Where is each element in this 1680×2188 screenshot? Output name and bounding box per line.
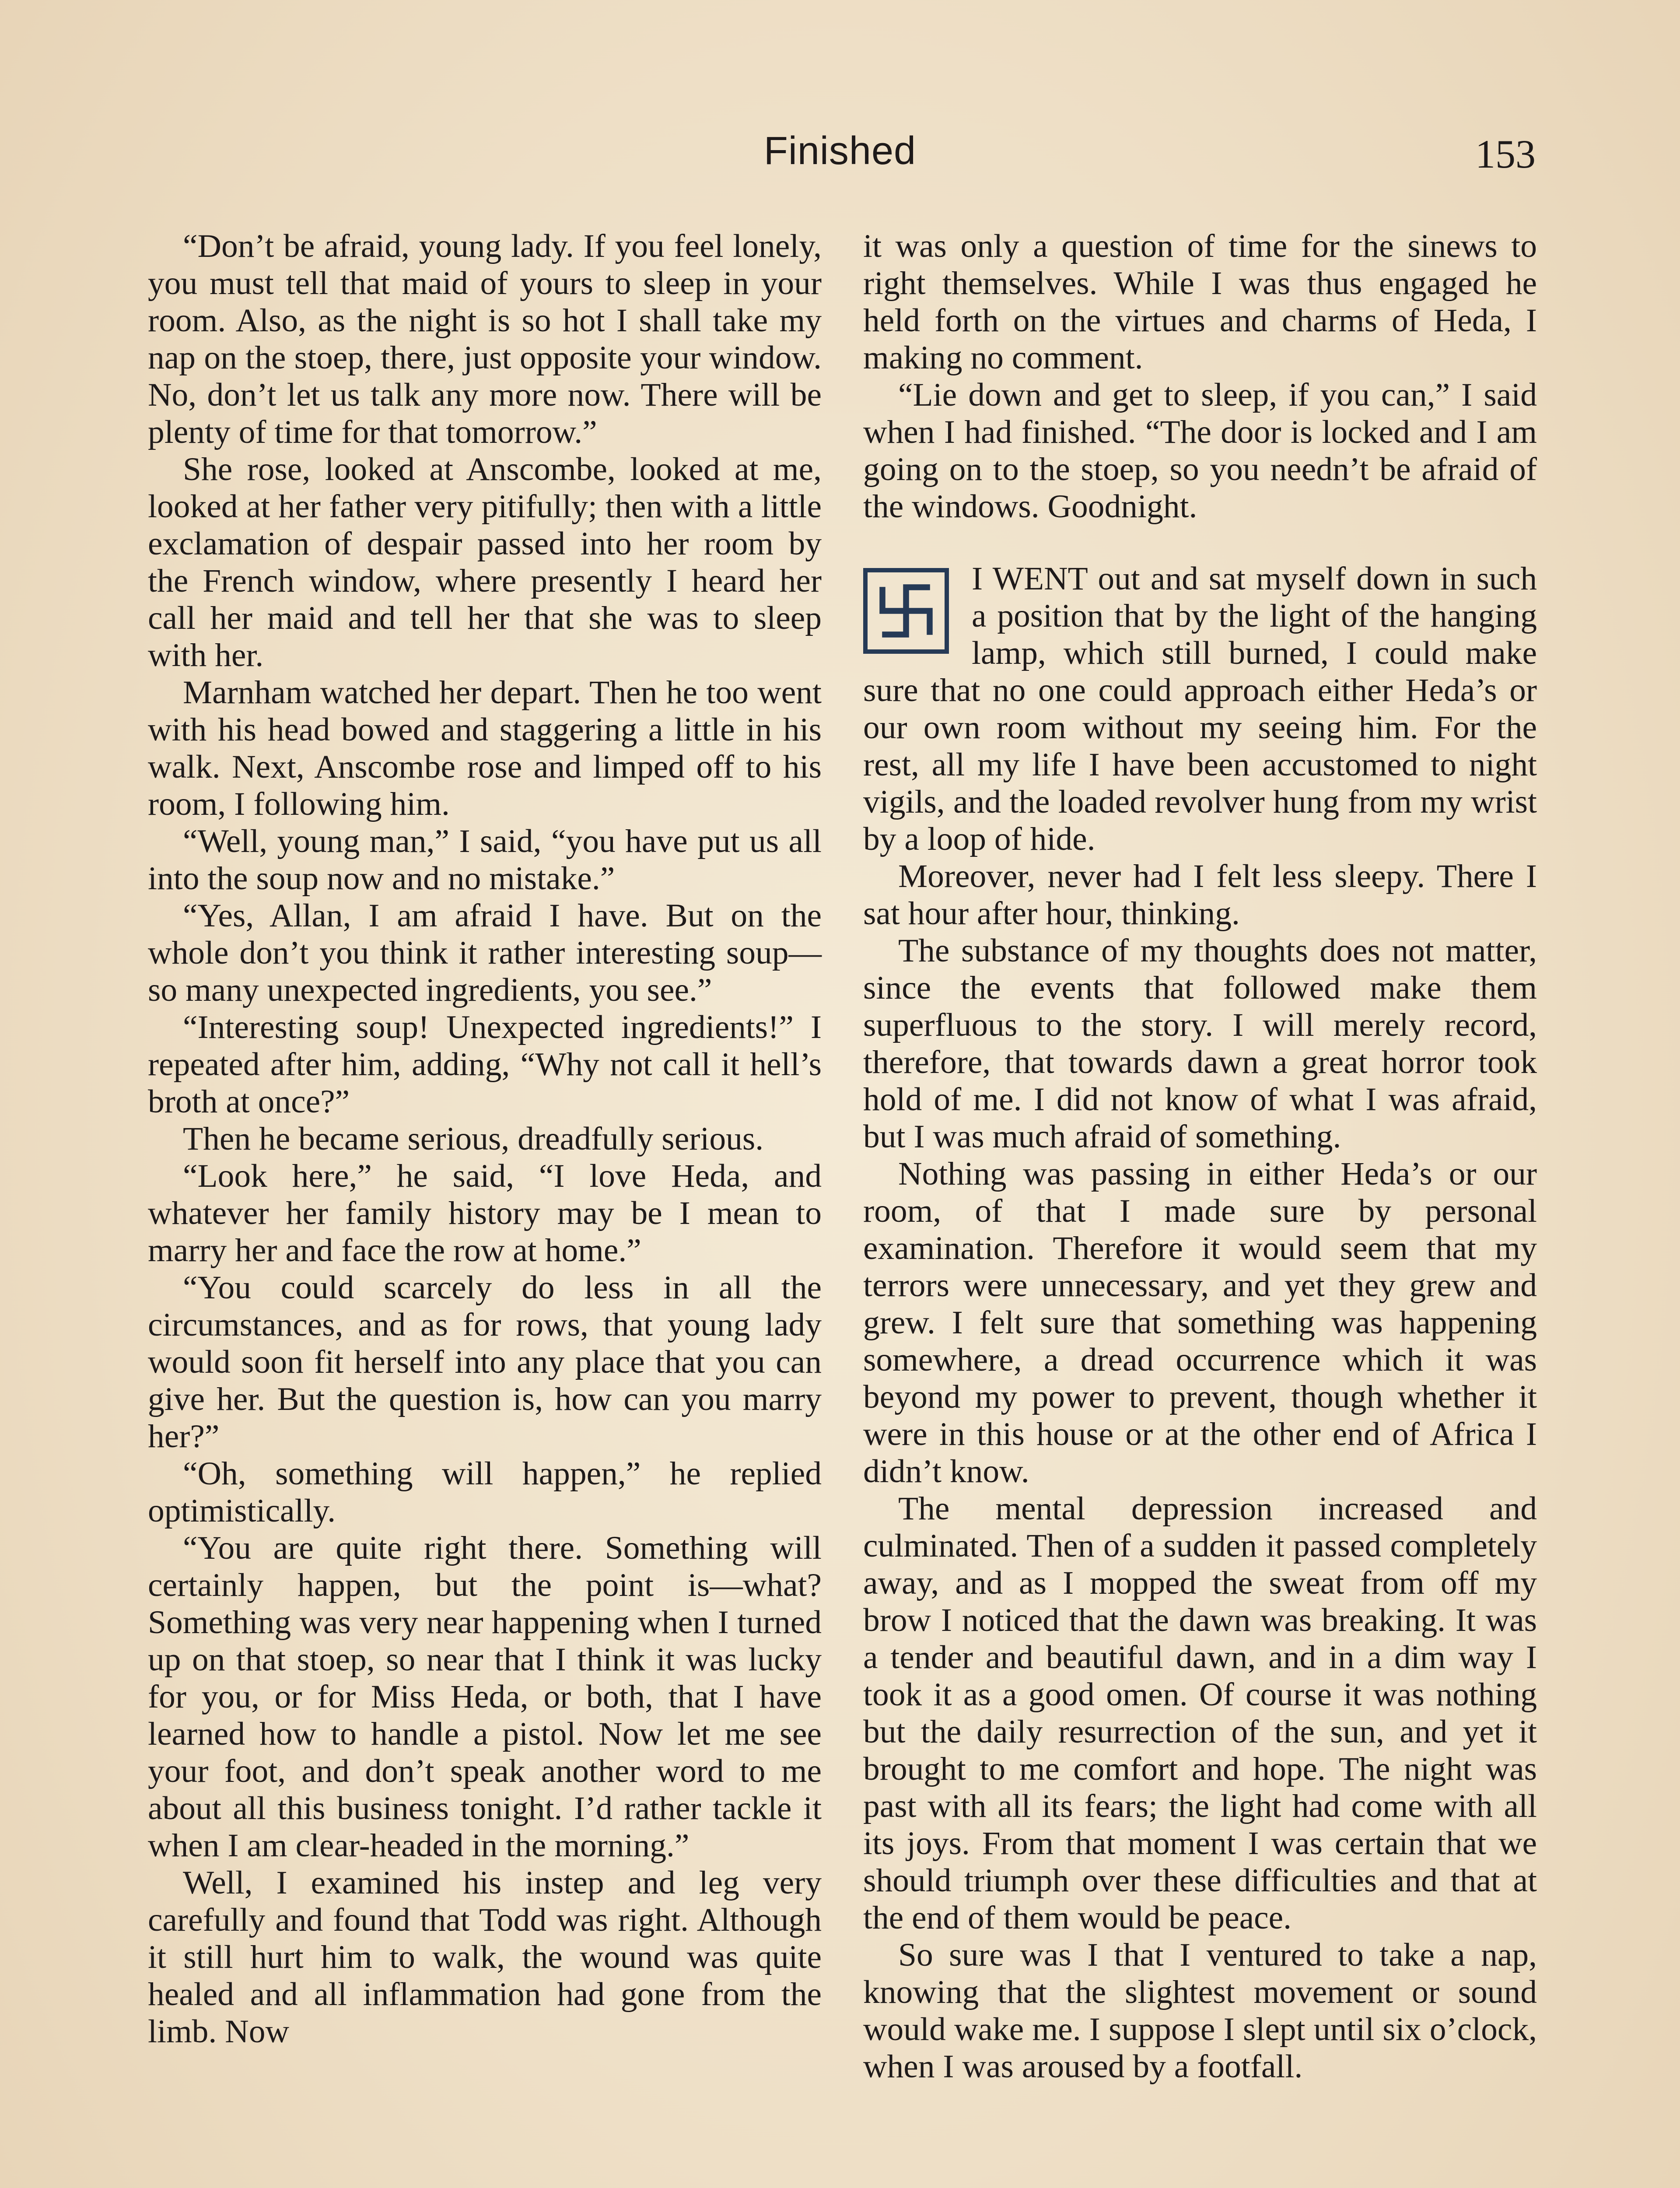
section-opening-paragraph: I WENT out and sat myself down in such a position that by the light of the hanging lamp, which still burned, I could make sure that no one could approach either Heda’s or our own room without my seeing him. For the rest, all my life I have been accustomed to night vigils, and the loaded revolver hung from my wrist by a loop of hide. — [863, 561, 1537, 857]
paragraph: “Lie down and get to sleep, if you can,” I said when I had finished. “The door is locked and I am going on to the stoep, so you needn’t be afraid of the windows. Goodnight. — [863, 377, 1537, 525]
paragraph: Nothing was passing in either Heda’s or our room, of that I made sure by personal examination. Therefore it would seem that my terrors were unnecessary, and yet they grew and grew. I felt sure that something was happening somewhere, a dread occurrence which it was beyond my power to prevent, though whether it were in this house or at the other end of Africa I didn’t know. — [863, 1156, 1537, 1490]
section-break — [863, 525, 1537, 560]
chapter-title: Finished — [763, 129, 917, 173]
page-number: 153 — [1475, 132, 1536, 176]
right-column — [863, 228, 1537, 2085]
paragraph: “Don’t be afraid, young lady. If you feel lonely, you must tell that maid of yours to sleep in your room. Also, as the night is so hot I shall take my nap on the stoep, there, just opposite your window. No, don’t let us talk any more now. There will be plenty of time for that tomorrow.” — [148, 228, 822, 450]
paragraph: “Oh, something will happen,” he replied optimistically. — [148, 1455, 822, 1529]
paragraph: “Well, young man,” I said, “you have put us all into the soup now and no mistake.” — [148, 823, 822, 897]
paragraph: She rose, looked at Anscombe, looked at me, looked at her father very pitifully; then with a little exclamation of despair passed into her room by the French window, where presently I heard her call her maid and tell her that she was to sleep with her. — [148, 451, 822, 673]
paragraph: Moreover, never had I felt less sleepy. There I sat hour after hour, thinking. — [863, 858, 1537, 932]
paragraph: The mental depression increased and culminated. Then of a sudden it passed completely away, and as I mopped the sweat from off my brow I noticed that the dawn was breaking. It was a tender and beautiful dawn, and in a dim way I took it as a good omen. Of course it was nothing but the daily resurrection of the sun, and yet it brought to me comfort and hope. The night was past with all its fears; the light had come with all its joys. From that moment I was certain that we should triumph over these difficulties and that at the end of them would be peace. — [863, 1490, 1537, 1936]
paragraph: “You are quite right there. Something will certainly happen, but the point is—what? Something was very near happening when I turned up on that stoep, so near that I think it was lucky for you, or for Miss Heda, or both, that I have learned how to handle a pistol. Now let me see your foot, and don’t speak another word to me about all this business tonight. I’d rather tackle it when I am clear-headed in the morning.” — [148, 1530, 822, 1864]
paragraph: “Look here,” he said, “I love Heda, and whatever her family history may be I mean to marry her and face the row at home.” — [148, 1158, 822, 1269]
paragraph: So sure was I that I ventured to take a nap, knowing that the slightest movement or sound would wake me. I suppose I slept until six o’clock, when I was aroused by a footfall. — [863, 1937, 1537, 2085]
paragraph: “Yes, Allan, I am afraid I have. But on the whole don’t you think it rather interesting soup—so many unexpected ingredients, you see.” — [148, 898, 822, 1008]
paragraph: “Interesting soup! Unexpected ingredients!” I repeated after him, adding, “Why not call it hell’s broth at once?” — [148, 1009, 822, 1120]
running-head — [144, 131, 1536, 188]
paragraph-continued: it was only a question of time for the sinews to right themselves. While I was thus engaged he held forth on the virtues and charms of Heda, I making no comment. — [863, 228, 1537, 376]
left-column — [148, 228, 822, 2050]
paragraph: “You could scarcely do less in all the circumstances, and as for rows, that young lady would soon fit herself into any place that you can give her. But the question is, how can you marry her?” — [148, 1269, 822, 1455]
swastika-ornament-icon — [863, 568, 949, 654]
paragraph: The substance of my thoughts does not matter, since the events that followed make them superfluous to the story. I will merely record, therefore, that towards dawn a great horror took hold of me. I did not know of what I was afraid, but I was much afraid of something. — [863, 933, 1537, 1155]
paragraph: Then he became serious, dreadfully serious. — [183, 1121, 764, 1157]
paragraph: Marnham watched her depart. Then he too went with his head bowed and staggering a little in his walk. Next, Anscombe rose and limped off to his room, I following him. — [148, 674, 822, 822]
paragraph: Well, I examined his instep and leg very carefully and found that Todd was right. Although it still hurt him to walk, the wound was quite healed and all inflammation had gone from the limb. Now — [148, 1865, 822, 2050]
